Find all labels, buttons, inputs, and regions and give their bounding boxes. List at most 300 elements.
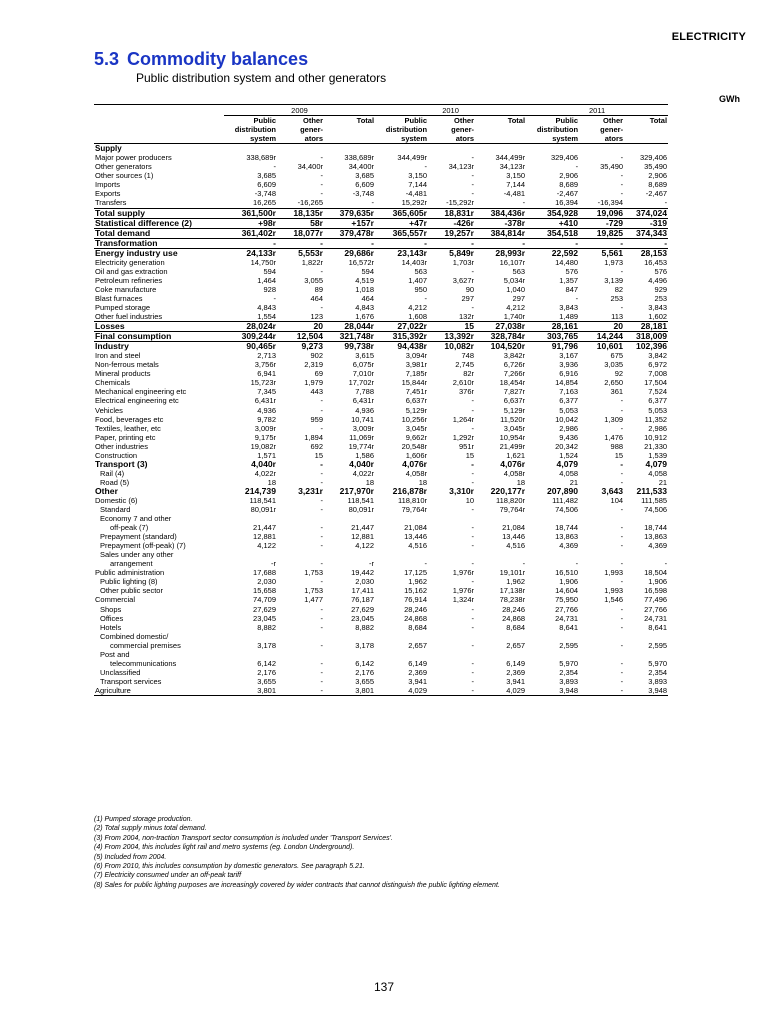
cell-value: 951r [459, 441, 475, 451]
cell-value: -16,265 [297, 198, 323, 208]
cell-value: 14,403r [401, 257, 428, 267]
row-label: arrangement [110, 559, 153, 569]
cell-value: - [620, 613, 624, 623]
cell-value: 7,008 [648, 369, 668, 379]
row-label: Other sources (1) [95, 171, 154, 181]
section-tag: ELECTRICITY [671, 31, 746, 43]
cell-value [579, 632, 624, 641]
cell-value: 3,948 [624, 686, 668, 696]
cell-value: 3,685 [257, 171, 276, 181]
cell-value: 303,765 [526, 332, 579, 342]
table-row [94, 650, 668, 659]
cell-value: 4,369 [559, 541, 579, 551]
cell-value: 15,844r [401, 378, 428, 388]
cell-value: 22,592 [526, 248, 579, 258]
cell-value: 6,142 [355, 658, 375, 668]
cell-value: 18 [418, 477, 428, 487]
table-row [94, 460, 668, 469]
cell-value: 7,451r [405, 387, 428, 397]
cell-value: - [620, 676, 624, 686]
cell-value: -378r [475, 218, 526, 228]
table-row [94, 342, 668, 352]
table-row [94, 258, 668, 267]
cell-value: - [471, 532, 475, 542]
footnote: (6) From 2010, this includes consumption by domestic generators. See paragraph 5.21. [94, 863, 365, 871]
cell-value: 1,539 [648, 450, 668, 460]
cell-value: 7,524 [648, 387, 668, 397]
cell-value: -426r [428, 218, 475, 228]
table-row [94, 406, 668, 415]
table-row [94, 442, 668, 451]
cell-value: 1,894 [304, 432, 323, 442]
table-row [94, 641, 668, 650]
cell-value: 4,029 [375, 686, 428, 696]
table-row [94, 532, 668, 541]
row-label: Prepayment (off-peak) (7) [100, 541, 186, 551]
table-row [94, 171, 668, 180]
row-label: Statistical difference (2) [94, 218, 224, 228]
column-header-row [94, 125, 668, 134]
cell-value: 3,139 [604, 275, 624, 285]
cell-value: 2,986 [648, 423, 668, 433]
cell-value: 4,029 [475, 686, 526, 696]
cell-value: 1,357 [559, 275, 579, 285]
cell-value: 928 [263, 284, 276, 294]
cell-value: 18,831r [428, 208, 475, 218]
column-header: distribution [234, 125, 276, 135]
cell-value: 10,954r [499, 432, 526, 442]
cell-value: 692 [310, 441, 323, 451]
cell-value: 10,042 [555, 414, 579, 424]
column-header: system [375, 134, 428, 144]
cell-value: 90 [465, 284, 475, 294]
table-row [94, 228, 668, 238]
table-row [94, 322, 668, 332]
cell-value: 7,185r [405, 369, 428, 379]
cell-value: 34,123r [499, 162, 526, 172]
cell-value: 15 [465, 450, 475, 460]
cell-value: 4,122 [257, 541, 276, 551]
cell-value: 35,490 [644, 162, 668, 172]
cell-value: 15,162 [404, 586, 428, 596]
cell-value: 4,040r [349, 459, 375, 469]
cell-value: - [471, 676, 475, 686]
cell-value: 4,040r [251, 459, 276, 469]
row-label: Oil and gas extraction [95, 266, 168, 276]
cell-value: 118,820r [496, 495, 526, 505]
cell-value: 4,843 [355, 302, 375, 312]
cell-value: 4,936 [257, 405, 276, 415]
cell-value: - [320, 559, 323, 569]
cell-value: 2,713 [257, 351, 276, 361]
cell-value: 7,144 [408, 180, 428, 190]
cell-value: +47r [375, 218, 428, 228]
cell-value [324, 514, 375, 523]
cell-value: +98r [224, 218, 277, 228]
cell-value: - [428, 238, 475, 248]
cell-value: 1,973 [604, 257, 624, 267]
cell-value: 18 [365, 477, 375, 487]
cell-value: - [320, 459, 323, 469]
cell-value: 354,518 [526, 228, 579, 238]
table-row [94, 668, 668, 677]
cell-value: 16,572r [348, 257, 375, 267]
cell-value: 20,342 [555, 441, 579, 451]
cell-value: 92 [614, 369, 624, 379]
cell-value: 21,084 [502, 523, 526, 533]
row-label: commercial premises [110, 640, 181, 650]
cell-value [475, 514, 526, 523]
row-label: Public lighting (8) [100, 577, 158, 587]
row-label: Other generators [95, 162, 152, 172]
cell-value: 3,936 [559, 360, 579, 370]
cell-value: 1,979 [304, 378, 323, 388]
cell-value: 5,561 [579, 248, 624, 258]
cell-value: - [324, 238, 375, 248]
cell-value: 14,854 [555, 378, 579, 388]
cell-value: -15,292r [446, 198, 475, 208]
table-row [94, 586, 668, 595]
cell-value: 443 [310, 387, 323, 397]
cell-value: -4,481 [405, 189, 428, 199]
cell-value: - [320, 577, 323, 587]
cell-value: - [620, 477, 624, 487]
table-row [94, 180, 668, 189]
table-row [94, 267, 668, 276]
cell-value: 27,022r [375, 322, 428, 332]
cell-value: 17,702r [348, 378, 375, 388]
cell-value [624, 514, 668, 523]
cell-value: - [471, 396, 475, 406]
column-header: Total [649, 116, 668, 126]
cell-value: - [273, 162, 276, 172]
cell-value: 10,256r [401, 414, 428, 424]
cell-value: - [320, 180, 323, 190]
cell-value: 99,738r [324, 342, 375, 352]
cell-value: 4,079 [556, 459, 579, 469]
cell-value: 6,726r [503, 360, 526, 370]
row-label: Imports [95, 180, 121, 190]
cell-value: 29,686r [324, 248, 375, 258]
table-row [94, 303, 668, 312]
cell-value: 9,782 [257, 414, 276, 424]
row-label: Public administration [95, 568, 165, 578]
cell-value [475, 632, 526, 641]
cell-value: 328,784r [475, 332, 526, 342]
cell-value: 12,504 [277, 332, 324, 342]
cell-value: 10,601 [579, 342, 624, 352]
cell-value: 3,756r [254, 360, 276, 370]
cell-value: 13,446 [404, 532, 428, 542]
column-header: system [224, 134, 277, 144]
cell-value: 1,976r [452, 586, 475, 596]
cell-value: 28,246 [404, 604, 428, 614]
cell-value: 321,748r [324, 332, 375, 342]
cell-value: 80,091r [250, 505, 276, 515]
cell-value: - [471, 505, 475, 515]
table-row [94, 433, 668, 442]
cell-value: 1,822r [301, 257, 323, 267]
cell-value: 4,496 [648, 275, 668, 285]
cell-value: - [522, 198, 526, 208]
cell-value: 76,914 [404, 595, 428, 605]
cell-value [475, 550, 526, 559]
year-2009: 2009 [224, 106, 375, 116]
top-rule [94, 104, 668, 105]
cell-value: 2,745 [455, 360, 475, 370]
footnote: (1) Pumped storage production. [94, 816, 193, 823]
table-row [94, 595, 668, 604]
cell-value: - [320, 604, 323, 614]
cell-value: - [320, 658, 323, 668]
cell-value: 24,868 [404, 613, 428, 623]
cell-value: 6,142 [257, 658, 276, 668]
cell-value: 17,125 [404, 568, 428, 578]
cell-value: 14,244 [579, 332, 624, 342]
cell-value: 3,009r [352, 423, 375, 433]
cell-value [526, 144, 579, 154]
cell-value: 10,082r [428, 342, 475, 352]
footnote: (8) Sales for public lighting purposes are increasingly covered by wider contracts that cannot distinguish the public lighting element. [94, 881, 500, 889]
row-label: Coke manufacture [95, 284, 157, 294]
cell-value: 21,499r [499, 441, 526, 451]
cell-value: 4,079 [645, 459, 668, 469]
cell-value [526, 514, 579, 523]
cell-value: 3,150 [408, 171, 428, 181]
cell-value: 28,181 [624, 322, 668, 332]
cell-value: -16,394 [597, 198, 624, 208]
cell-value: - [620, 405, 624, 415]
cell-value: 8,689 [648, 180, 668, 190]
cell-value: 78,238r [499, 595, 526, 605]
table-row [94, 153, 668, 162]
cell-value: 27,766 [644, 604, 668, 614]
cell-value: 24,868 [502, 613, 526, 623]
cell-value: 23,045 [253, 613, 276, 623]
table-row [94, 144, 668, 154]
cell-value: 3,842 [648, 351, 668, 361]
table-row [94, 514, 668, 523]
cell-value: 8,882 [355, 622, 375, 632]
cell-value: 19,257r [428, 228, 475, 238]
table-row [94, 550, 668, 559]
cell-value: 82r [463, 369, 475, 379]
cell-value: 1,906 [559, 577, 579, 587]
cell-value: 563 [512, 266, 526, 276]
cell-value: - [620, 423, 624, 433]
year-2010: 2010 [375, 106, 526, 116]
cell-value: - [471, 405, 475, 415]
cell-value: 4,516 [506, 541, 526, 551]
cell-value [624, 550, 668, 559]
cell-value: 35,490 [600, 162, 624, 172]
cell-value: 1,324r [452, 595, 475, 605]
cell-value: - [620, 171, 624, 181]
cell-value [526, 632, 579, 641]
cell-value: 4,058 [648, 468, 668, 478]
cell-value: 354,928 [526, 208, 579, 218]
cell-value: - [471, 559, 475, 569]
commodity-balance-table [94, 106, 668, 696]
cell-value [224, 550, 277, 559]
cell-value: - [471, 459, 475, 469]
table-row [94, 276, 668, 285]
cell-value: 207,890 [546, 486, 579, 496]
cell-value: 8,882 [257, 622, 276, 632]
cell-value: 563 [414, 266, 428, 276]
cell-value: 34,400r [297, 162, 323, 172]
row-label: Shops [100, 604, 122, 614]
column-header [624, 125, 668, 134]
cell-value: 6,149 [408, 658, 428, 668]
cell-value: - [471, 658, 475, 668]
cell-value: 7,345 [257, 387, 276, 397]
cell-value [579, 550, 624, 559]
cell-value: 118,810r [397, 495, 428, 505]
cell-value: 12,881 [253, 532, 276, 542]
cell-value: - [471, 604, 475, 614]
cell-value: 4,076r [500, 459, 526, 469]
cell-value: - [471, 613, 475, 623]
table-row [94, 523, 668, 532]
row-label: Mineral products [95, 369, 151, 379]
row-label: Non-ferrous metals [95, 360, 159, 370]
cell-value: 3,045r [503, 423, 526, 433]
cell-value: 8,641 [648, 622, 668, 632]
cell-value: 2,030 [355, 577, 375, 587]
cell-value: 34,400r [348, 162, 375, 172]
cell-value: 576 [565, 266, 579, 276]
cell-value: 76,187 [351, 595, 375, 605]
cell-value: 19,096 [579, 208, 624, 218]
cell-value: 21 [569, 477, 579, 487]
cell-value: - [273, 293, 276, 303]
cell-value: 6,377 [648, 396, 668, 406]
table-row [94, 360, 668, 369]
cell-value: 1,264r [452, 414, 475, 424]
cell-value: 13,863 [555, 532, 579, 542]
row-label: off-peak (7) [110, 523, 149, 533]
cell-value: - [471, 468, 475, 478]
table-row [94, 451, 668, 460]
cell-value [428, 632, 475, 641]
cell-value: 28,161 [526, 322, 579, 332]
cell-value: - [424, 162, 428, 172]
cell-value: 1,489 [559, 312, 579, 322]
cell-value: 3,150 [506, 171, 526, 181]
cell-value: - [320, 302, 323, 312]
cell-value: 3,178 [355, 640, 375, 650]
cell-value: 2,176 [257, 667, 276, 677]
cell-value: 2,030 [257, 577, 276, 587]
cell-value: 2,906 [648, 171, 668, 181]
cell-value: - [522, 559, 526, 569]
cell-value: 365,557r [375, 228, 428, 238]
cell-value: 4,519 [355, 275, 375, 285]
cell-value: 18,504 [644, 568, 668, 578]
unit-label: GWh [719, 94, 740, 104]
cell-value: 902 [310, 351, 323, 361]
cell-value: 2,610r [452, 378, 475, 388]
cell-value: - [320, 613, 323, 623]
cell-value: 6,941 [257, 369, 276, 379]
cell-value: 9,273 [277, 342, 324, 352]
row-label: Transfers [95, 198, 127, 208]
cell-value: - [620, 577, 624, 587]
section-title [94, 49, 308, 70]
cell-value: - [620, 266, 624, 276]
cell-value: 214,739 [244, 486, 276, 496]
row-label: Sales under any other [100, 550, 174, 560]
cell-value: 3,842r [503, 351, 526, 361]
cell-value: 6,609 [257, 180, 276, 190]
cell-value: - [471, 640, 475, 650]
cell-value: 104 [610, 495, 624, 505]
cell-value: 111,585 [641, 495, 668, 505]
cell-value: 27,629 [253, 604, 276, 614]
cell-value: 1,040 [506, 284, 526, 294]
cell-value: 3,615 [355, 351, 375, 361]
cell-value: 2,369 [408, 667, 428, 677]
cell-value: 17,138r [499, 586, 526, 596]
cell-value: 118,541 [249, 495, 276, 505]
cell-value: 3,009r [254, 423, 276, 433]
table-row [94, 677, 668, 686]
cell-value: 18 [516, 477, 526, 487]
column-header: Public [555, 116, 579, 126]
row-label: Paper, printing etc [95, 432, 156, 442]
cell-value: 90,465r [224, 342, 277, 352]
cell-value: 4,122 [355, 541, 375, 551]
table-row [94, 496, 668, 505]
cell-value: 4,516 [408, 541, 428, 551]
cell-value: 1,906 [648, 577, 668, 587]
cell-value: 10,912 [644, 432, 668, 442]
cell-value: 8,689 [559, 180, 579, 190]
cell-value: 28,024r [224, 322, 277, 332]
cell-value: 329,406 [550, 153, 579, 163]
table-row [94, 378, 668, 387]
cell-value: 21 [658, 477, 668, 487]
row-label: Chemicals [95, 378, 131, 388]
footnotes [94, 815, 694, 890]
cell-value: 15,658 [253, 586, 276, 596]
column-header: ators [428, 134, 475, 144]
row-label: Standard [100, 505, 131, 515]
column-header: gener- [451, 125, 475, 135]
cell-value: 1,292r [452, 432, 475, 442]
cell-value: 748 [461, 351, 475, 361]
cell-value [428, 514, 475, 523]
column-header [624, 134, 668, 144]
cell-value: 15 [314, 450, 323, 460]
cell-value: 2,657 [506, 640, 526, 650]
table-row [94, 541, 668, 550]
cell-value: - [320, 468, 323, 478]
cell-value [375, 514, 428, 523]
cell-value: 18,744 [644, 523, 668, 533]
cell-value: 2,657 [408, 640, 428, 650]
cell-value: 361,402r [224, 228, 277, 238]
cell-value [375, 632, 428, 641]
cell-value: 3,055 [304, 275, 323, 285]
column-header: Other [603, 116, 624, 126]
cell-value: 3,094r [405, 351, 428, 361]
cell-value: 14,750r [250, 257, 276, 267]
cell-value: 3,655 [355, 676, 375, 686]
cell-value [624, 144, 668, 154]
cell-value: 9,436 [559, 432, 579, 442]
